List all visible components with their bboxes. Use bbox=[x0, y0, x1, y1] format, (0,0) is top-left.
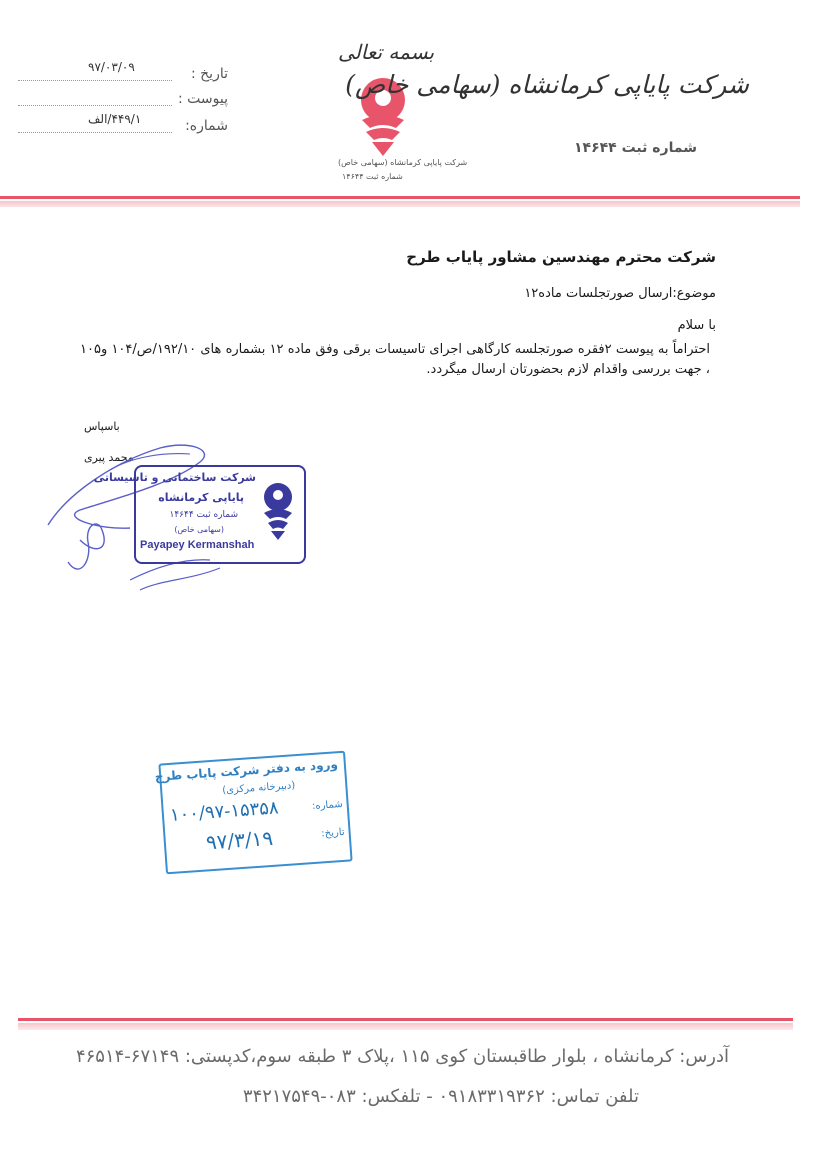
company-stamp-emblem-icon bbox=[258, 481, 298, 541]
company-stamp-latin: Payapey Kermanshah bbox=[140, 539, 255, 551]
secretariat-stamp bbox=[154, 751, 352, 875]
company-stamp-line4: (سهامی خاص) bbox=[174, 525, 224, 534]
company-stamp-line3: شماره ثبت ۱۴۶۴۴ bbox=[169, 510, 238, 520]
date-label: تاریخ : bbox=[190, 66, 228, 82]
company-name: شرکت پایاپی کرمانشاه (سهامی خاص) bbox=[345, 70, 749, 99]
signer-name: محمد پیری bbox=[84, 451, 134, 464]
secretariat-stamp-subtitle: (دبیرخانه مرکزی) bbox=[221, 780, 296, 797]
letter-body: احتراماً به پیوست ۲فقره صورتجلسه کارگاهی اجرای تاسیسات برقی وفق ماده ۱۲ بشماره های ۱۹۲/۱۰/ص/۱۰۴ و۱۰۵ ، جهت بررسی واقدام لازم بحضورتان ارسال میگردد. bbox=[80, 342, 711, 377]
header-rule bbox=[0, 196, 800, 199]
date-line bbox=[18, 80, 172, 81]
greeting: با سلام bbox=[677, 318, 716, 333]
closing: باسپاس bbox=[84, 420, 120, 433]
company-stamp bbox=[93, 465, 306, 564]
header-rule-shadow bbox=[0, 201, 800, 207]
footer-rule-shadow bbox=[18, 1023, 793, 1030]
number-row bbox=[18, 112, 228, 140]
company-stamp-line1: شرکت ساختمانی و تاسیساتی bbox=[93, 471, 256, 484]
logo-caption-company: شرکت پایاپی کرمانشاه (سهامی خاص) bbox=[338, 158, 468, 167]
footer-address: آدرس: کرمانشاه ، بلوار طاقبستان کوی ۱۱۵ ،پلاک ۳ طبقه سوم،کدپستی: ۶۷۱۴۹-۴۶۵۱۴ bbox=[75, 1046, 729, 1067]
addressee: شرکت محترم مهندسین مشاور پایاب طرح bbox=[406, 248, 716, 266]
date-value: ۹۷/۰۳/۰۹ bbox=[88, 60, 135, 74]
number-label: شماره: bbox=[185, 118, 228, 134]
number-value: ۴۴۹/۱/الف bbox=[88, 112, 142, 126]
secretariat-number-label: شماره: bbox=[311, 798, 344, 813]
secretariat-date-label: تاریخ: bbox=[320, 826, 345, 840]
footer-phones: تلفن تماس: ۰۹۱۸۳۳۱۹۳۶۲ - تلفکس: ۰۸۳-۳۴۲۱۷۵۴۹ bbox=[242, 1086, 639, 1107]
footer-rule bbox=[18, 1018, 793, 1021]
subject-line: موضوع:ارسال صورتجلسات ماده۱۲ bbox=[524, 286, 716, 301]
secretariat-date-value: ۹۷/۳/۱۹ bbox=[205, 825, 274, 855]
attachment-row bbox=[18, 91, 228, 113]
logo-caption-registration: شماره ثبت ۱۴۶۴۴ bbox=[342, 172, 403, 181]
secretariat-number-value: ۱۰۰/۹۷-۱۵۳۵۸ bbox=[169, 797, 280, 826]
attachment-line bbox=[18, 105, 172, 106]
attachment-label: پیوست : bbox=[178, 91, 228, 107]
registration-number: شماره ثبت ۱۴۶۴۴ bbox=[573, 140, 697, 156]
bismillah-text: بسمه تعالی bbox=[338, 40, 435, 64]
date-row bbox=[18, 60, 228, 88]
number-line bbox=[18, 132, 172, 133]
company-stamp-line2: پایاپی کرمانشاه bbox=[158, 491, 244, 504]
secretariat-stamp-title: ورود به دفتر شرکت پایاب طرح bbox=[154, 757, 339, 784]
